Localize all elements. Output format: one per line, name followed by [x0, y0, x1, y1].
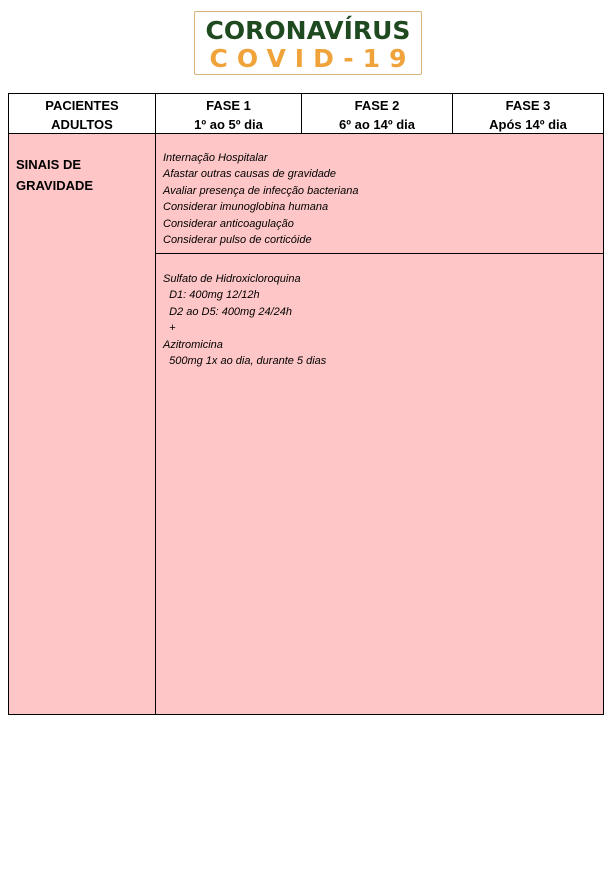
- list-item: Considerar pulso de corticóide: [163, 234, 312, 247]
- treatment-table: [8, 93, 604, 715]
- row-label-cell: [9, 134, 156, 714]
- list-item: +: [163, 322, 176, 335]
- header-phase-1-title: FASE 1: [206, 98, 251, 113]
- header-phase-3-sub: Após 14º dia: [489, 117, 567, 132]
- list-item: Internação Hospitalar: [163, 152, 268, 164]
- list-item: D2 ao D5: 400mg 24/24h: [163, 305, 293, 318]
- hospital-measures-list: [163, 150, 358, 248]
- list-item: Azitromicina: [163, 338, 223, 351]
- header-phase-1: [156, 94, 302, 134]
- list-item: D1: 400mg 12/12h: [163, 289, 260, 302]
- header-phase-2-sub: 6º ao 14º dia: [339, 117, 415, 132]
- logo-subtitle: COVID-19: [209, 44, 416, 73]
- list-item: Sulfato de Hidroxicloroquina: [163, 273, 301, 285]
- row-label: SINAIS DE GRAVIDADE: [16, 157, 94, 193]
- header-phase-2-title: FASE 2: [354, 98, 400, 113]
- list-item: Avaliar presença de infecção bacteriana: [163, 184, 359, 197]
- list-item: 500mg 1x ao dia, durante 5 dias: [163, 355, 327, 368]
- header-phase-3: [453, 94, 603, 134]
- header-phase-1-sub: 1º ao 5º dia: [194, 117, 263, 132]
- list-item: Afastar outras causas de gravidade: [163, 168, 337, 181]
- header-patients: [9, 94, 156, 134]
- header-patients-sub: ADULTOS: [51, 117, 113, 132]
- header-patients-title: PACIENTES: [45, 98, 119, 113]
- list-item: Considerar imunoglobina humana: [163, 201, 329, 214]
- covid-logo: [194, 11, 422, 75]
- medication-list: [163, 271, 326, 369]
- treatment-cell: [156, 134, 603, 714]
- header-phase-3-title: FASE 3: [505, 98, 551, 113]
- header-phase-2: [302, 94, 453, 134]
- list-item: Considerar anticoagulação: [163, 217, 294, 230]
- section-divider: [156, 253, 603, 254]
- logo-title: CORONAVÍRUS: [205, 16, 411, 45]
